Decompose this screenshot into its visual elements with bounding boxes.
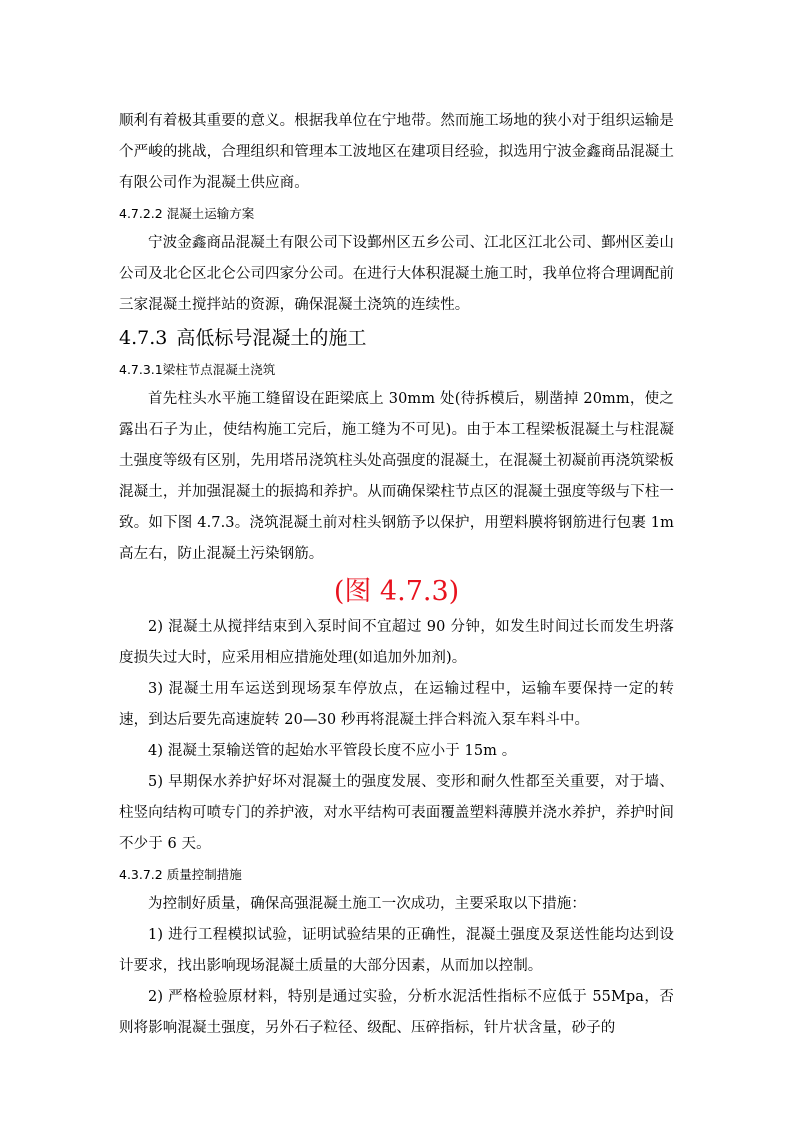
- paragraph-beam-column-joint: 首先柱头水平施工缝留设在距梁底上 30mm 处(待拆模后，剔凿掉 20mm，使之露出石子为止，使结构施工完后，施工缝为不可见)。由于本工程梁板混凝土与柱混凝土强度等级有区别，先用塔吊浇筑柱头处高强度的混凝土，在混凝土初凝前再浇筑梁板混凝土，并加强混凝土的振捣和养护。从而确保梁柱节点区的混凝土强度等级与下柱一致。如下图 4.7.3。浇筑混凝土前对柱头钢筋予以保护，用塑料膜将钢筋进行包裹 1m 高左右，防止混凝土污染钢筋。: [119, 391, 674, 562]
- paragraph-quality-intro: 为控制好质量，确保高强混凝土施工一次成功，主要采取以下措施：: [148, 896, 586, 912]
- list-item: 2) 混凝土从搅拌结束到入泵时间不宜超过 90 分钟，如发生时间过长而发生坍落度损失过大时，应采用相应措施处理(如追加外加剂)。: [119, 619, 674, 666]
- heading-title: 高低标号混凝土的施工: [176, 327, 367, 349]
- paragraph-continuation: 顺利有着极其重要的意义。根据我单位在宁地带。然而施工场地的狭小对于组织运输是个严峻的挑战，合理组织和管理本工波地区在建项目经验，拟选用宁波金鑫商品混凝土有限公司作为混凝土供应商。: [119, 113, 674, 191]
- heading-title: 混凝土运输方案: [166, 206, 255, 221]
- list-item: 3) 混凝土用车运送到现场泵车停放点，在运输过程中，运输车要保持一定的转速，到达后要先高速旋转 20—30 秒再将混凝土拌合料流入泵车料斗中。: [119, 681, 674, 728]
- heading-number: 4.7.3.1: [119, 362, 163, 377]
- figure-label: (图 4.7.3): [333, 576, 460, 607]
- heading-number: 4.3.7.2: [119, 867, 163, 882]
- list-item: 5) 早期保水养护好坏对混凝土的强度发展、变形和耐久性都至关重要，对于墙、柱竖向结构可喷专门的养护液，对水平结构可表面覆盖塑料薄膜并浇水养护，养护时间不少于 6 天。: [119, 774, 674, 852]
- list-item: 1) 进行工程模拟试验，证明试验结果的正确性，混凝土强度及泵送性能均达到设计要求，找出影响现场混凝土质量的大部分因素，从而加以控制。: [119, 927, 674, 974]
- heading-title: 梁柱节点混凝土浇筑: [162, 362, 276, 377]
- paragraph-transport-plan: 宁波金鑫商品混凝土有限公司下设鄞州区五乡公司、江北区江北公司、鄞州区姜山公司及北仑区北仑公司四家分公司。在进行大体积混凝土施工时，我单位将合理调配前三家混凝土搅拌站的资源，确保混凝土浇筑的连续性。: [119, 235, 674, 313]
- heading-4722: [119, 199, 674, 228]
- heading-number: 4.7.3: [119, 327, 168, 349]
- list-item: 2) 严格检验原材料，特别是通过实验，分析水泥活性指标不应低于 55Mpa，否则将影响混凝土强度，另外石子粒径、级配、压碎指标，针片状含量，砂子的: [119, 989, 674, 1036]
- heading-4731: [119, 355, 674, 384]
- list-item: 4) 混凝土泵输送管的起始水平管段长度不应小于 15m 。: [148, 743, 517, 759]
- heading-4372: [119, 860, 674, 889]
- heading-title: 质量控制措施: [166, 867, 242, 882]
- heading-number: 4.7.2.2: [119, 206, 163, 221]
- document-body: [119, 106, 674, 1044]
- heading-473: [119, 321, 674, 355]
